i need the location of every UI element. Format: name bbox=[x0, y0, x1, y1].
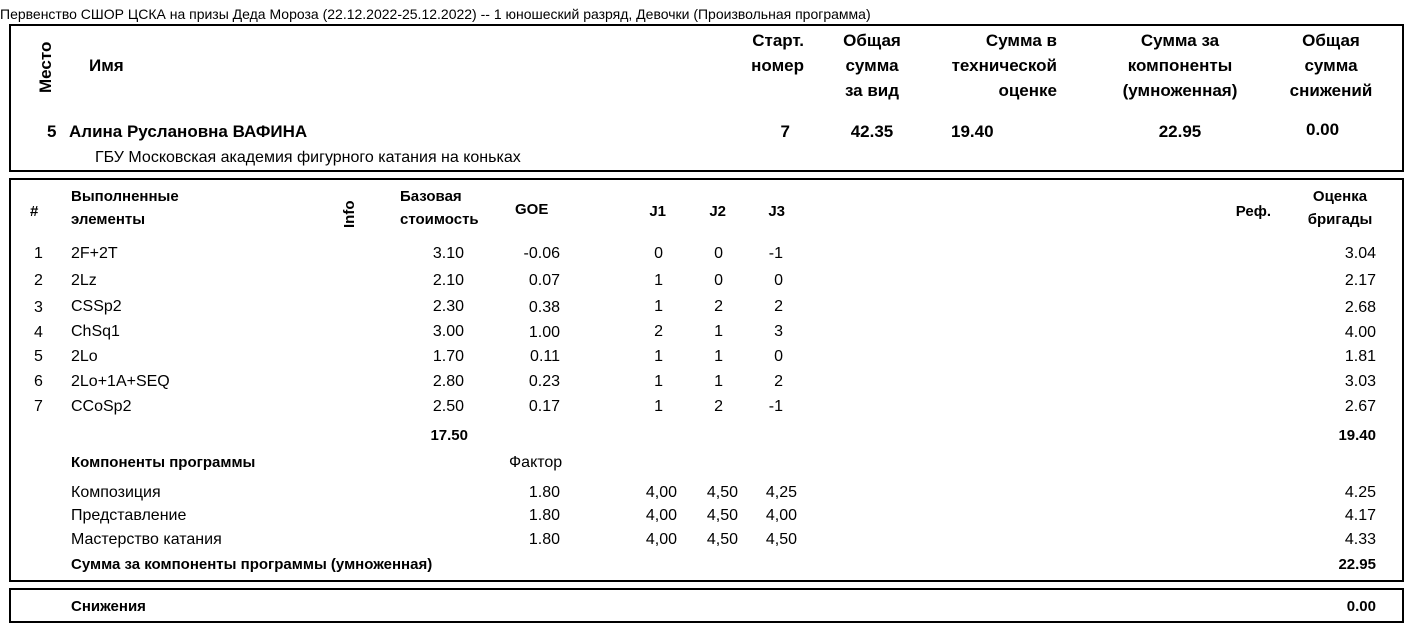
element-j2: 2 bbox=[714, 298, 723, 315]
component-name: Композиция bbox=[71, 484, 161, 501]
element-j2: 1 bbox=[714, 323, 723, 340]
element-j3: 3 bbox=[774, 323, 783, 340]
element-score: 2.17 bbox=[1344, 272, 1376, 289]
element-base-value: 3.00 bbox=[432, 323, 464, 340]
element-score: 4.00 bbox=[1344, 324, 1376, 341]
element-code: ChSq1 bbox=[71, 323, 120, 340]
element-code: 2Lo+1A+SEQ bbox=[71, 373, 170, 390]
element-num: 2 bbox=[34, 272, 43, 289]
element-score: 3.04 bbox=[1344, 245, 1376, 262]
component-name: Мастерство катания bbox=[71, 531, 222, 548]
skater-place: 5 bbox=[47, 122, 57, 141]
element-j2: 2 bbox=[714, 398, 723, 415]
element-j3: 0 bbox=[774, 272, 783, 289]
element-code: CSSp2 bbox=[71, 298, 122, 315]
element-code: 2F+2T bbox=[71, 245, 118, 262]
component-factor: 1.80 bbox=[528, 507, 560, 524]
component-score: 4.33 bbox=[1344, 531, 1376, 548]
element-j3: -1 bbox=[768, 398, 783, 415]
elements-header-ref: Реф. bbox=[1235, 203, 1271, 220]
element-j3: -1 bbox=[768, 245, 783, 262]
elements-header-goe: GOE bbox=[515, 201, 549, 218]
elements-header-num: # bbox=[30, 203, 39, 220]
component-factor: 1.80 bbox=[528, 484, 560, 501]
skater-club: ГБУ Московская академия фигурного катания на коньках bbox=[95, 149, 521, 166]
element-goe: 0.38 bbox=[528, 299, 560, 316]
elements-header-base-1: Базовая bbox=[400, 188, 462, 205]
column-header-start-1: Старт. bbox=[752, 31, 804, 50]
components-title: Компоненты программы bbox=[71, 454, 256, 471]
column-header-deductions-1: Общая bbox=[1302, 31, 1360, 50]
element-j2: 0 bbox=[714, 272, 723, 289]
element-j1: 1 bbox=[654, 398, 663, 415]
elements-header-base-2: стоимость bbox=[400, 211, 479, 228]
element-base-value: 2.30 bbox=[432, 298, 464, 315]
element-base-value: 2.80 bbox=[432, 373, 464, 390]
skater-start-number: 7 bbox=[780, 122, 790, 141]
element-goe: -0.06 bbox=[523, 245, 560, 262]
component-score: 4.17 bbox=[1344, 507, 1376, 524]
components-total-label: Сумма за компоненты программы (умноженная) bbox=[71, 556, 433, 573]
elements-header-score-2: бригады bbox=[1307, 211, 1373, 228]
element-j1: 1 bbox=[654, 298, 663, 315]
element-num: 4 bbox=[34, 324, 43, 341]
component-factor: 1.80 bbox=[528, 531, 560, 548]
element-j3: 0 bbox=[774, 348, 783, 365]
element-j3: 2 bbox=[774, 298, 783, 315]
elements-score-total: 19.40 bbox=[1338, 427, 1376, 444]
elements-header-j3: J3 bbox=[768, 203, 785, 220]
column-header-total-1: Общая bbox=[843, 31, 901, 50]
skater-tes: 19.40 bbox=[951, 122, 994, 141]
page-title: Первенство СШОР ЦСКА на призы Деда Мороза (22.12.2022-25.12.2022) -- 1 юношеский разряд, Девочки (Произвольная программа) bbox=[0, 6, 871, 22]
element-num: 7 bbox=[34, 398, 43, 415]
column-header-place: Место bbox=[36, 41, 55, 93]
column-header-tes-3: оценке bbox=[998, 81, 1057, 100]
column-header-deductions-3: снижений bbox=[1289, 81, 1373, 100]
elements-header-elements-1: Выполненные bbox=[71, 188, 179, 205]
column-header-pcs-2: компоненты bbox=[1127, 56, 1233, 75]
element-score: 1.81 bbox=[1344, 348, 1376, 365]
element-goe: 0.11 bbox=[530, 348, 560, 365]
element-code: CCoSp2 bbox=[71, 398, 132, 415]
component-j3: 4,25 bbox=[765, 484, 797, 501]
column-header-pcs-3: (умноженная) bbox=[1122, 81, 1238, 100]
column-header-tes-1: Сумма в bbox=[985, 31, 1057, 50]
element-goe: 0.17 bbox=[528, 398, 560, 415]
component-j1: 4,00 bbox=[645, 531, 677, 548]
element-num: 6 bbox=[34, 373, 43, 390]
deductions-value: 0.00 bbox=[1346, 598, 1376, 615]
column-header-tes-2: технической bbox=[951, 56, 1057, 75]
element-j3: 2 bbox=[774, 373, 783, 390]
elements-header-j2: J2 bbox=[709, 203, 726, 220]
base-value-total: 17.50 bbox=[430, 427, 468, 444]
element-j2: 0 bbox=[714, 245, 723, 262]
component-name: Представление bbox=[71, 507, 187, 524]
component-j3: 4,00 bbox=[765, 507, 797, 524]
elements-header-info: Info bbox=[341, 200, 358, 228]
component-j3: 4,50 bbox=[765, 531, 797, 548]
element-num: 3 bbox=[34, 299, 43, 316]
element-j1: 2 bbox=[654, 323, 663, 340]
element-j1: 1 bbox=[654, 348, 663, 365]
column-header-start-2: номер bbox=[751, 56, 804, 75]
element-base-value: 2.50 bbox=[432, 398, 464, 415]
element-goe: 0.23 bbox=[528, 373, 560, 390]
skater-total-score: 42.35 bbox=[850, 122, 894, 141]
column-header-deductions-2: сумма bbox=[1304, 56, 1358, 75]
element-goe: 0.07 bbox=[528, 272, 560, 289]
element-code: 2Lo bbox=[71, 348, 98, 365]
components-factor-label: Фактор bbox=[509, 454, 563, 471]
column-header-pcs-1: Сумма за bbox=[1140, 31, 1220, 50]
elements-header-j1: J1 bbox=[649, 203, 666, 220]
element-code: 2Lz bbox=[71, 272, 97, 289]
skater-pcs: 22.95 bbox=[1158, 122, 1202, 141]
skater-name: Алина Руслановна ВАФИНА bbox=[69, 122, 308, 141]
skater-deductions: 0.00 bbox=[1306, 120, 1340, 139]
element-score: 3.03 bbox=[1344, 373, 1376, 390]
element-j1: 1 bbox=[654, 272, 663, 289]
element-j2: 1 bbox=[714, 373, 723, 390]
elements-header-score-1: Оценка bbox=[1312, 188, 1368, 205]
element-num: 1 bbox=[34, 245, 43, 262]
component-j1: 4,00 bbox=[645, 484, 677, 501]
component-j2: 4,50 bbox=[706, 484, 738, 501]
component-j2: 4,50 bbox=[706, 507, 738, 524]
element-j1: 1 bbox=[654, 373, 663, 390]
elements-header-elements-2: элементы bbox=[71, 211, 146, 228]
components-total: 22.95 bbox=[1338, 556, 1376, 573]
column-header-total-3: за вид bbox=[844, 81, 900, 100]
element-j1: 0 bbox=[654, 245, 663, 262]
element-j2: 1 bbox=[714, 348, 723, 365]
column-header-name: Имя bbox=[89, 56, 124, 75]
element-num: 5 bbox=[34, 348, 43, 365]
element-base-value: 2.10 bbox=[432, 272, 464, 289]
element-score: 2.67 bbox=[1344, 398, 1376, 415]
deductions-box bbox=[9, 588, 1404, 623]
element-base-value: 1.70 bbox=[432, 348, 464, 365]
component-score: 4.25 bbox=[1344, 484, 1376, 501]
element-base-value: 3.10 bbox=[432, 245, 464, 262]
element-score: 2.68 bbox=[1344, 299, 1376, 316]
column-header-total-2: сумма bbox=[845, 56, 899, 75]
deductions-label: Снижения bbox=[71, 598, 146, 615]
component-j2: 4,50 bbox=[706, 531, 738, 548]
component-j1: 4,00 bbox=[645, 507, 677, 524]
element-goe: 1.00 bbox=[528, 324, 560, 341]
